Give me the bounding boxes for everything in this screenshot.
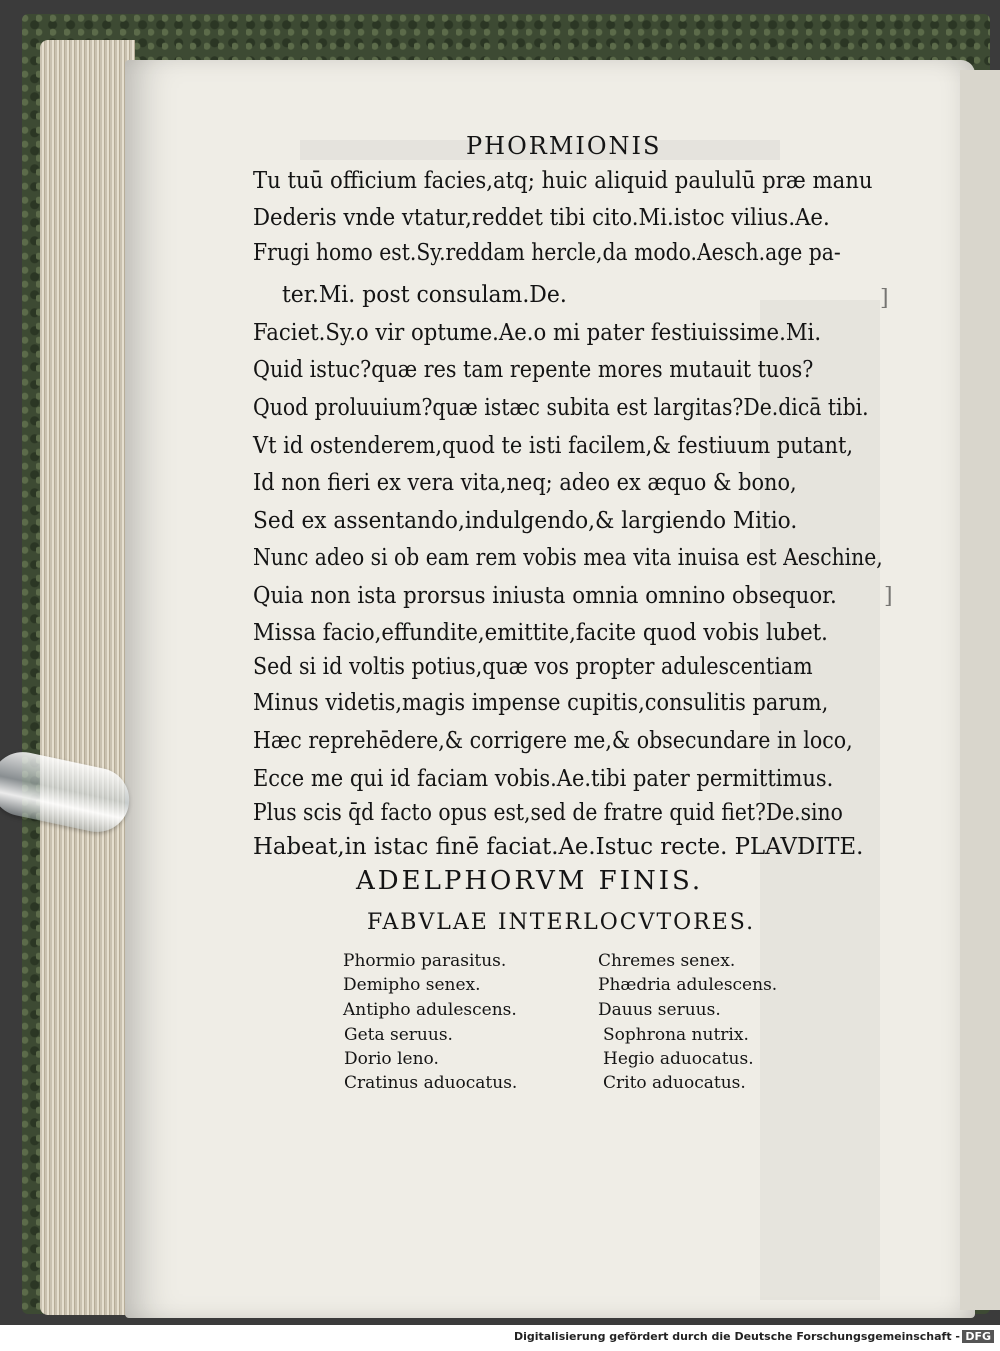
text-line: Plus scis q̄d facto opus est,sed de fratre quid fiet?De.sino <box>253 800 843 826</box>
text-line: Hæc reprehēdere,& corrigere me,& obsecundare in loco, <box>253 728 853 754</box>
footer-bar <box>0 1325 1000 1351</box>
text-line: Sed si id voltis potius,quæ vos propter adulescentiam <box>253 654 813 680</box>
persona-right: Phædria adulescens. <box>598 975 778 995</box>
text-line: Quod proluuium?quæ istæc subita est largitas?De.dicā tibi. <box>253 395 869 421</box>
text-line: Nunc adeo si ob eam rem vobis mea vita inuisa est Aeschine, <box>253 545 883 571</box>
text-line: Quid istuc?quæ res tam repente mores mutauit tuos? <box>253 357 814 383</box>
margin-bracket: ] <box>880 286 889 311</box>
text-line: Quia non ista prorsus iniusta omnia omnino obsequor. <box>253 583 837 609</box>
page-edges <box>40 40 135 1315</box>
adelphorum-finis-heading: ADELPHORVM FINIS. <box>356 866 704 896</box>
persona-right: Crito aduocatus. <box>603 1073 746 1093</box>
text-line: Sed ex assentando,indulgendo,& largiendo Mitio. <box>253 508 798 534</box>
persona-left: Demipho senex. <box>343 975 481 995</box>
persona-right: Dauus seruus. <box>598 1000 721 1020</box>
text-line: Dederis vnde vtatur,reddet tibi cito.Mi.istoc vilius.Ae. <box>253 205 830 231</box>
facing-page-edge <box>960 70 1000 1310</box>
persona-left: Antipho adulescens. <box>343 1000 517 1020</box>
persona-left: Geta seruus. <box>344 1025 453 1045</box>
interlocutores-heading: FABVLAE INTERLOCVTORES. <box>367 910 756 935</box>
persona-left: Cratinus aduocatus. <box>344 1073 518 1093</box>
text-line: Frugi homo est.Sy.reddam hercle,da modo.Aesch.age pa- <box>253 240 841 266</box>
dfg-logo: DFG <box>962 1330 994 1343</box>
persona-right: Sophrona nutrix. <box>603 1025 749 1045</box>
text-line: Ecce me qui id faciam vobis.Ae.tibi pater permittimus. <box>253 766 834 792</box>
persona-right: Hegio aduocatus. <box>603 1049 754 1069</box>
text-line: Id non fieri ex vera vita,neq; adeo ex æquo & bono, <box>253 470 797 496</box>
footer-credit: Digitalisierung gefördert durch die Deutsche Forschungsgemeinschaft - <box>513 1330 960 1343</box>
text-line: Vt id ostenderem,quod te isti facilem,& festiuum putant, <box>253 433 854 459</box>
text-line: Faciet.Sy.o vir optume.Ae.o mi pater festiuissime.Mi. <box>253 320 822 346</box>
text-line: Missa facio,effundite,emittite,facite quod vobis lubet. <box>253 620 828 646</box>
text-line: ter.Mi. post consulam.De. <box>282 282 567 308</box>
text-line: Minus videtis,magis impense cupitis,consulitis parum, <box>253 690 829 716</box>
text-line: Tu tuū officium facies,atq; huic aliquid paululū præ manu <box>253 168 873 194</box>
running-head: PHORMIONIS <box>466 132 662 160</box>
margin-bracket: ] <box>884 584 893 609</box>
persona-left: Phormio parasitus. <box>343 951 507 971</box>
text-line: Habeat,in istac finē faciat.Ae.Istuc recte. PLAVDITE. <box>253 834 864 860</box>
persona-right: Chremes senex. <box>598 951 736 971</box>
persona-left: Dorio leno. <box>344 1049 439 1069</box>
